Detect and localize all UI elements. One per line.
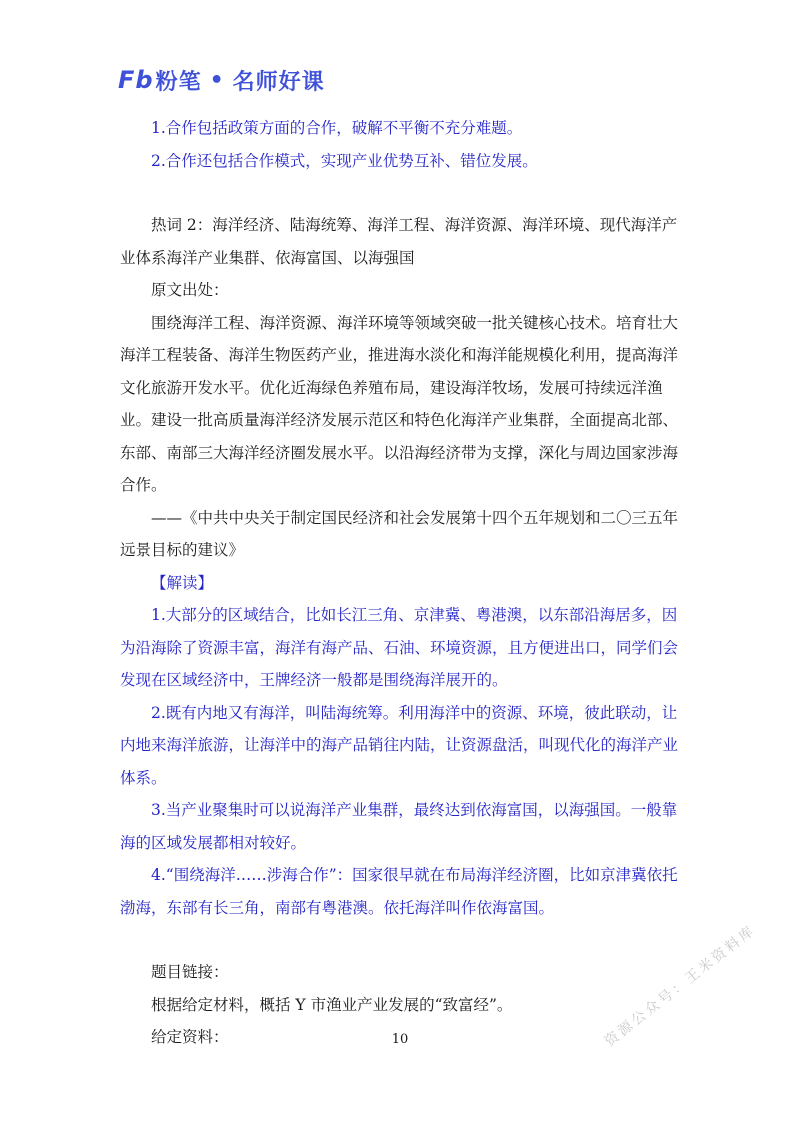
hotword-title: 热词 2：海洋经济、陆海统筹、海洋工程、海洋资源、海洋环境、现代海洋产业体系海洋产业集群、依海富国、以海强国 [120, 216, 678, 267]
watermark: 资源公众号：王米资料库 [601, 922, 760, 1050]
intro-point-2: 2.合作还包括合作模式，实现产业优势互补、错位发展。 [151, 151, 538, 170]
interpretation-label: 【解读】 [151, 573, 214, 592]
source-citation: ——《中共中央关于制定国民经济和社会发展第十四个五年规划和二〇三五年远景目标的建议》 [120, 508, 679, 559]
fenbi-logo [118, 66, 325, 94]
interpretation-point-1: 1.大部分的区域结合，比如长江三角、京津冀、粤港澳，以东部沿海居多，因为沿海除了资源丰富，海洋有海产品、石油、环境资源，且方便进出口，同学们会发现在区域经济中，王牌经济一般都是围绕海洋展开的。 [120, 606, 679, 689]
logo-brand: 粉笔 [155, 69, 202, 95]
intro-point-1: 1.合作包括政策方面的合作，破解不平衡不充分难题。 [151, 119, 523, 137]
document-body [120, 112, 684, 1054]
interpretation-point-4: 4.“围绕海洋……涉海合作”：国家很早就在布局海洋经济圈，比如京津冀依托渤海，东部有长三角，南部有粤港澳。依托海洋叫作依海富国。 [120, 866, 678, 917]
question-link-label: 题目链接： [151, 963, 229, 981]
logo-slogan: 名师好课 [232, 69, 325, 95]
source-label: 原文出处： [151, 281, 229, 299]
interpretation-point-2: 2.既有内地又有海洋，叫陆海统筹。利用海洋中的资源、环境，彼此联动，让内地来海洋旅游，让海洋中的海产品销往内陆，让资源盘活，叫现代化的海洋产业体系。 [120, 703, 679, 787]
interpretation-point-3: 3.当产业聚集时可以说海洋产业集群，最终达到依海富国，以海强国。一般靠海的区域发展都相对较好。 [120, 801, 678, 852]
question-prompt: 根据给定材料，概括 Y 市渔业产业发展的“致富经”。 [151, 995, 513, 1014]
logo-dot: • [209, 67, 225, 93]
logo-mark: Fb [118, 66, 154, 94]
page-number: 10 [391, 1032, 409, 1047]
source-text: 围绕海洋工程、海洋资源、海洋环境等领域突破一批关键核心技术。培育壮大海洋工程装备、海洋生物医药产业，推进海水淡化和海洋能规模化利用，提高海洋文化旅游开发水平。优化近海绿色养殖布局，建设海洋牧场，发展可持续远洋渔业。建设一批高质量海洋经济发展示范区和特色化海洋产业集群，全面提高北部、东部、南部三大海洋经济圈发展水平。以沿海经济带为支撑，深化与周边国家涉海合作。 [120, 313, 679, 494]
material-label: 给定资料： [151, 1028, 229, 1046]
